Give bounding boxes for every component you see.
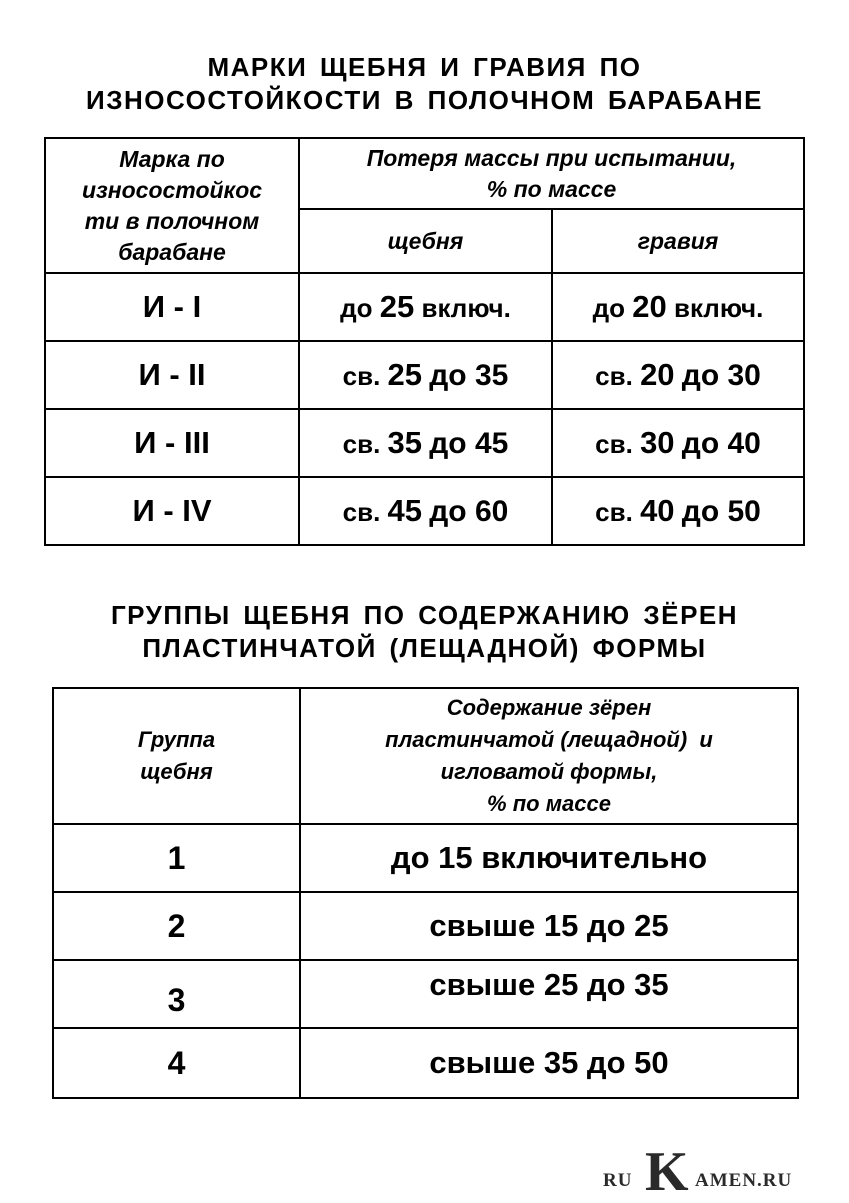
header-crushed-stone: щебня [299, 209, 552, 273]
group-cell: 3 [53, 960, 300, 1028]
cell-number: 20 [632, 289, 667, 324]
wear-title-line-2: ИЗНОСОСТОЙКОСТИ В ПОЛОЧНОМ БАРАБАНЕ [86, 85, 763, 115]
table-row [53, 892, 798, 960]
cell-number: 45 [387, 493, 423, 528]
content-cell: до 15 включительно [300, 824, 798, 892]
wear-title-line-1: МАРКИ ЩЕБНЯ И ГРАВИЯ ПО [207, 52, 642, 82]
watermark-logo-letter: K [645, 1141, 689, 1203]
mark-cell: И - I [45, 273, 299, 341]
flaky-table-title [0, 599, 849, 665]
group-cell: 1 [53, 824, 300, 892]
header-mark-line: барабане [118, 238, 226, 265]
table-row [53, 1028, 798, 1098]
header-mark-line: Марка по [119, 145, 225, 172]
header-loss-line: % по массе [486, 175, 617, 202]
table-row [45, 477, 804, 545]
flaky-grains-table [52, 687, 799, 1099]
wear-resistance-table [44, 137, 805, 546]
header-mark-line: ти в полочном [84, 207, 260, 234]
cell-prefix: св. [595, 361, 633, 391]
cell-number: 20 [640, 357, 675, 392]
header-group-line: Группа [137, 727, 216, 752]
flaky-title-line-1: ГРУППЫ ЩЕБНЯ ПО СОДЕРЖАНИЮ ЗЁРЕН [110, 600, 739, 630]
wear-table-title [0, 51, 849, 117]
header-content-line: Содержание зёрен [446, 695, 652, 720]
cell-suffix: до 30 [681, 359, 761, 392]
header-content-line: % по массе [487, 791, 611, 816]
cell-suffix: до 35 [429, 359, 509, 392]
table-row [53, 824, 798, 892]
flaky-title-line-2: ПЛАСТИНЧАТОЙ (ЛЕЩАДНОЙ) ФОРМЫ [142, 633, 707, 663]
mark-cell: И - II [45, 341, 299, 409]
watermark-prefix: RU [603, 1170, 633, 1191]
watermark-suffix: AMEN.RU [695, 1170, 793, 1191]
gravel-loss-cell [552, 477, 804, 545]
header-group [53, 688, 300, 824]
cell-prefix: св. [342, 497, 381, 527]
header-mass-loss [299, 138, 804, 209]
cell-number: 25 [387, 357, 423, 392]
cell-prefix: св. [342, 361, 381, 391]
header-loss-line: Потеря массы при испытании, [366, 144, 737, 171]
gravel-loss-cell [552, 341, 804, 409]
cell-suffix: до 45 [429, 427, 509, 460]
header-content [300, 688, 798, 824]
mark-cell: И - IV [45, 477, 299, 545]
cell-suffix: до 50 [681, 495, 761, 528]
content-cell: свыше 15 до 25 [300, 892, 798, 960]
header-group-line: щебня [140, 759, 213, 784]
header-gravel: гравия [552, 209, 804, 273]
group-cell: 4 [53, 1028, 300, 1098]
gravel-loss-cell [552, 409, 804, 477]
cell-prefix: св. [595, 497, 633, 527]
content-cell: свыше 25 до 35 [300, 960, 798, 1028]
cell-suffix: до 40 [681, 427, 761, 460]
stone-loss-cell [299, 341, 552, 409]
header-content-line: игловатой формы, [440, 759, 658, 784]
cell-number: 30 [640, 425, 675, 460]
mark-cell: И - III [45, 409, 299, 477]
site-watermark [603, 1141, 833, 1203]
cell-prefix: св. [342, 429, 381, 459]
content-cell: свыше 35 до 50 [300, 1028, 798, 1098]
header-content-line: пластинчатой (лещадной) и [385, 727, 713, 752]
stone-loss-cell [299, 477, 552, 545]
header-mark [45, 138, 299, 273]
cell-number: 40 [640, 493, 675, 528]
header-mark-line: износостойкос [81, 176, 263, 203]
cell-suffix: включ. [673, 293, 764, 323]
table-row [45, 409, 804, 477]
stone-loss-cell [299, 273, 552, 341]
table-row [45, 273, 804, 341]
table-row [53, 960, 798, 1028]
cell-number: 35 [387, 425, 423, 460]
cell-prefix: до [340, 293, 373, 323]
cell-suffix: включ. [421, 293, 511, 323]
cell-suffix: до 60 [429, 495, 509, 528]
cell-prefix: до [592, 293, 626, 323]
gravel-loss-cell [552, 273, 804, 341]
cell-prefix: св. [595, 429, 633, 459]
table-row [45, 341, 804, 409]
group-cell: 2 [53, 892, 300, 960]
cell-number: 25 [379, 289, 415, 324]
stone-loss-cell [299, 409, 552, 477]
